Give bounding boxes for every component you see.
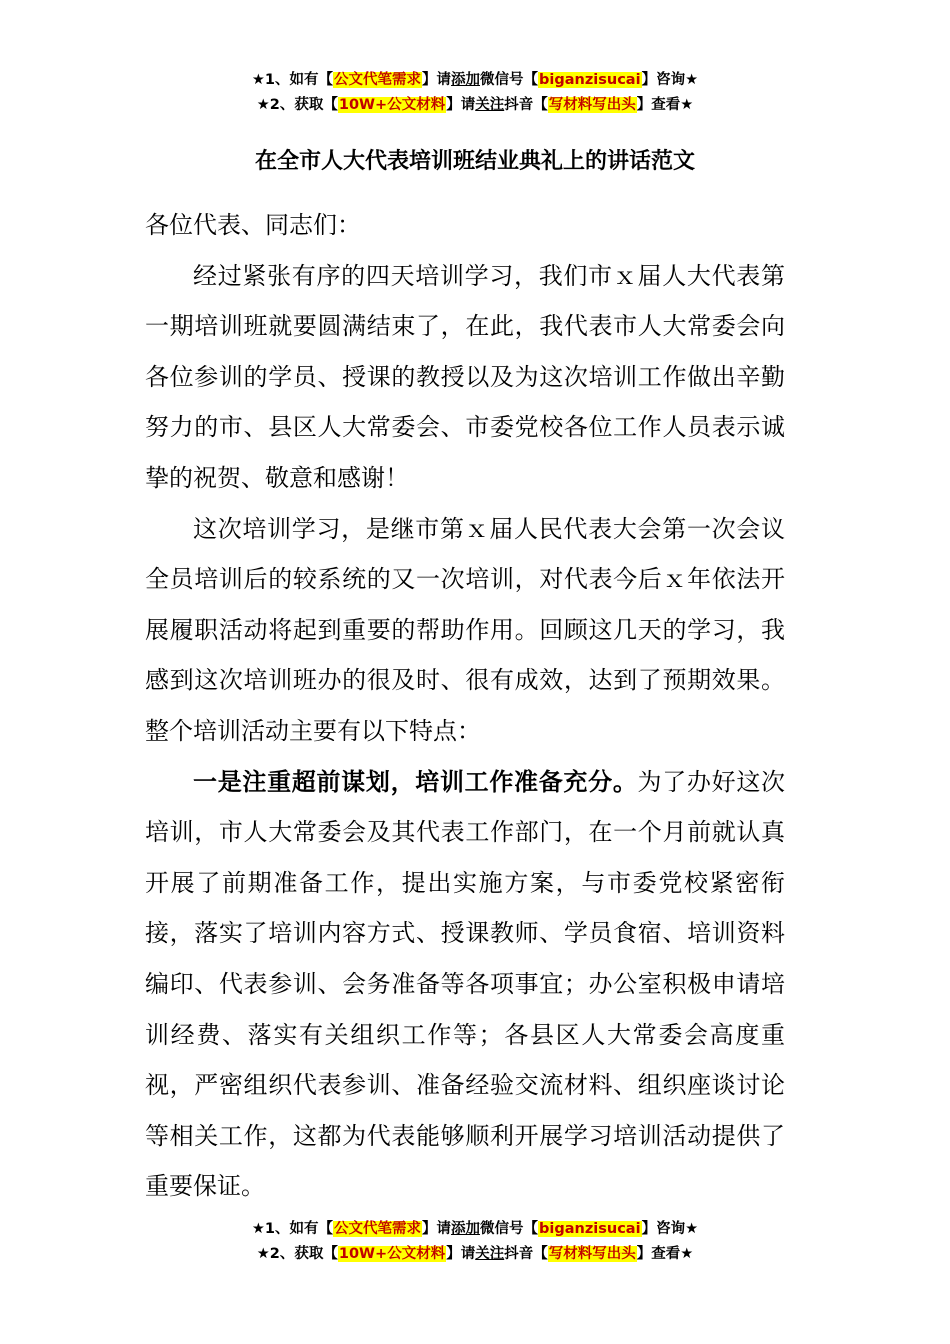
paragraph-3-lead: 一是注重超前谋划，培训工作准备充分。 [193,767,638,796]
ad-underlined: 关注 [475,1246,505,1262]
paragraph-3-rest: 为了办好这次培训，市人大常委会及其代表工作部门，在一个月前就认真开展了前期准备工作，提出实施方案，与市委党校紧密衔接，落实了培训内容方式、授课教师、学员食宿、培训资料编印、代表参训、会务准备等各项事宜；办公室积极申请培训经费、落实有关组织工作等；各县区人大常委会高度重视，严密组织代表参训、准备经验交流材料、组织座谈讨论等相关工作，这都为代表能够顺利开展学习培训活动提供了重要保证。 [145,767,786,1201]
paragraph-1: 经过紧张有序的四天培训学习，我们市ｘ届人大代表第一期培训班就要圆满结束了，在此，我代表市人大常委会向各位参训的学员、授课的教授以及为这次培训工作做出辛勤努力的市、县区人大常委会、市委党校各位工作人员表示诚挚的祝贺、敬意和感谢！ [145,261,785,492]
ad-highlight: biganzisucai [539,72,641,88]
ad-text: 】请 [446,97,476,113]
footer-ad-banner [0,1217,950,1267]
ad-text: 抖音【 [504,1246,548,1262]
ad-text: 抖音【 [504,97,548,113]
ad-highlight: 10W+公文材料 [338,97,446,113]
salutation: 各位代表、同志们： [145,211,361,239]
ad-highlight: 10W+公文材料 [338,1246,446,1262]
ad-text: ★1、如有【 [251,1221,334,1237]
ad-text: 】请 [422,72,452,88]
ad-text: 】查看★ [636,97,694,113]
document-body [145,200,785,1212]
ad-text: 】请 [446,1246,476,1262]
ad-text: 】咨询★ [641,1221,699,1237]
ad-text: 】咨询★ [641,72,699,88]
ad-underlined: 添加 [451,72,481,88]
document-title: 在全市人大代表培训班结业典礼上的讲话范文 [254,149,695,174]
ad-line-2 [0,1242,950,1267]
ad-underlined: 添加 [451,1221,481,1237]
paragraph-2: 这次培训学习，是继市第ｘ届人民代表大会第一次会议全员培训后的较系统的又一次培训，对代表今后ｘ年依法开展履职活动将起到重要的帮助作用。回顾这几天的学习，我感到这次培训班办的很及时、很有成效，达到了预期效果。整个培训活动主要有以下特点： [145,514,785,745]
ad-text: 微信号【 [480,1221,539,1237]
ad-text: 】请 [422,1221,452,1237]
ad-text: ★1、如有【 [251,72,334,88]
ad-text: 微信号【 [480,72,539,88]
ad-line-1 [0,68,950,93]
ad-highlight: 写材料写出头 [548,97,636,113]
ad-text: ★2、获取【 [256,1246,338,1262]
ad-line-2 [0,93,950,118]
ad-text: 】查看★ [636,1246,694,1262]
ad-highlight: 公文代笔需求 [334,1221,422,1237]
paragraph-3 [145,757,785,1212]
ad-highlight: biganzisucai [539,1221,641,1237]
ad-highlight: 写材料写出头 [548,1246,636,1262]
header-ad-banner [0,68,950,118]
ad-highlight: 公文代笔需求 [334,72,422,88]
ad-line-1 [0,1217,950,1242]
ad-underlined: 关注 [475,97,505,113]
ad-text: ★2、获取【 [256,97,338,113]
